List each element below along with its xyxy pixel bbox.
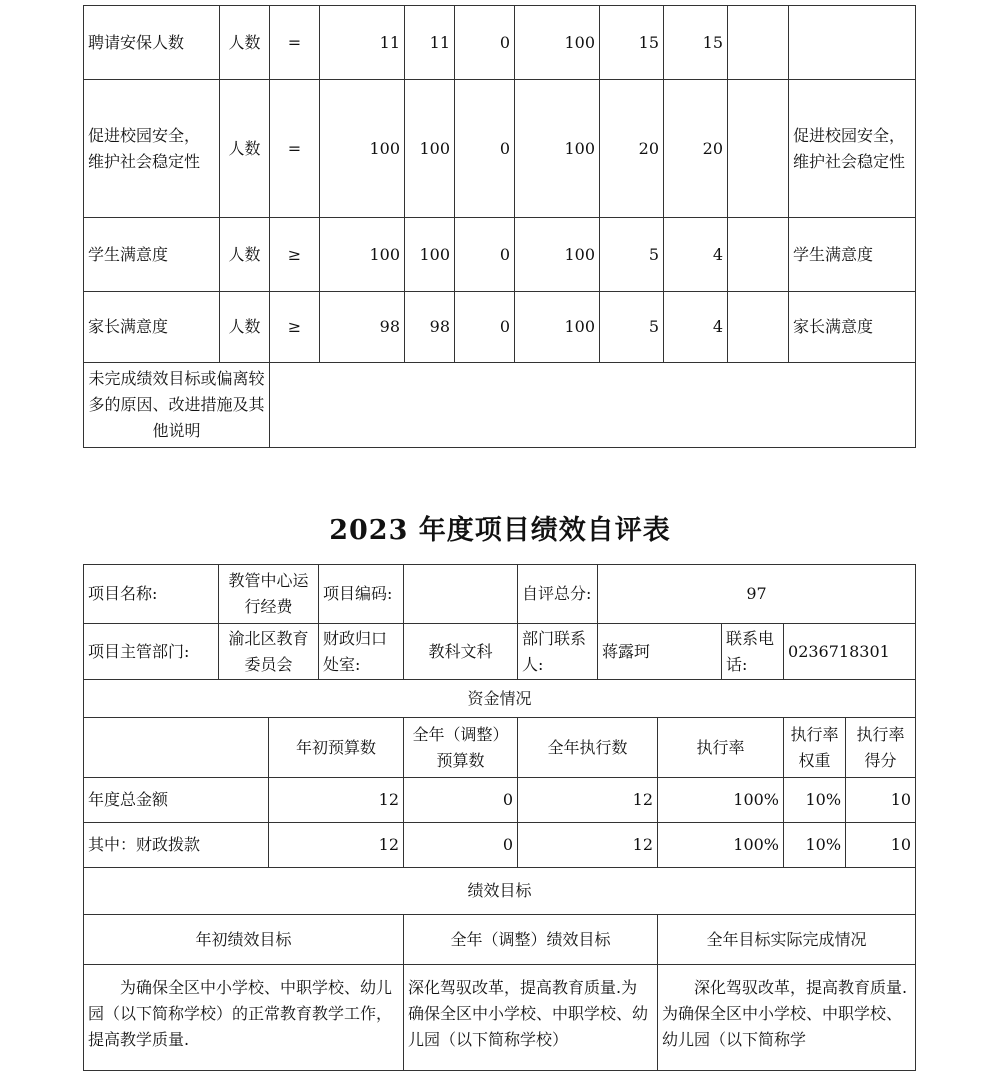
indicator-weight: 5 [600, 292, 664, 363]
indicator-extra [728, 218, 789, 292]
indicator-value: 0 [455, 80, 515, 218]
fund-col-header: 全年（调整）预算数 [404, 718, 518, 778]
indicator-score: 4 [664, 292, 728, 363]
fund-header-blank [84, 718, 269, 778]
project-name-label: 项目名称: [84, 565, 219, 624]
project-code-label: 项目编码: [319, 565, 404, 624]
indicator-operator: ≥ [270, 218, 320, 292]
indicator-note: 家长满意度 [789, 292, 916, 363]
indicator-note [789, 6, 916, 80]
indicator-weight: 15 [600, 6, 664, 80]
indicator-operator: ≥ [270, 292, 320, 363]
indicator-operator: = [270, 6, 320, 80]
indicator-extra [728, 80, 789, 218]
table-row [84, 565, 916, 624]
fund-value: 10% [784, 778, 846, 823]
table-row [84, 965, 916, 1071]
fund-col-header: 全年执行数 [518, 718, 658, 778]
goal-text-adjusted: 深化驾驭改革，提高教育质量.为确保全区中小学校、中职学校、幼儿园（以下简称学校） [404, 965, 658, 1071]
dept-label: 项目主管部门: [84, 624, 219, 680]
fund-col-header: 执行率 [658, 718, 784, 778]
table-row [84, 823, 916, 868]
fund-col-header: 年初预算数 [269, 718, 404, 778]
indicator-weight: 5 [600, 218, 664, 292]
performance-indicator-table [83, 5, 916, 448]
table-row [84, 218, 916, 292]
phone-value: 0236718301 [784, 624, 916, 680]
fund-value: 100% [658, 778, 784, 823]
fund-section-header: 资金情况 [84, 680, 916, 718]
indicator-unit: 人数 [220, 292, 270, 363]
indicator-unit: 人数 [220, 6, 270, 80]
project-name: 教管中心运行经费 [219, 565, 319, 624]
table-row [84, 718, 916, 778]
indicator-value: 98 [320, 292, 405, 363]
self-evaluation-table [83, 564, 916, 1071]
goal-text-actual: 深化驾驭改革，提高教育质量.为确保全区中小学校、中职学校、幼儿园（以下简称学 [658, 965, 916, 1071]
indicator-score: 4 [664, 218, 728, 292]
explain-label: 未完成绩效目标或偏离较多的原因、改进措施及其他说明 [84, 363, 270, 448]
indicator-value: 98 [405, 292, 455, 363]
indicator-value: 0 [455, 292, 515, 363]
indicator-value: 0 [455, 6, 515, 80]
indicator-note: 促进校园安全，维护社会稳定性 [789, 80, 916, 218]
fund-col-header: 执行率权重 [784, 718, 846, 778]
indicator-value: 100 [405, 80, 455, 218]
table-row [84, 915, 916, 965]
project-code [404, 565, 518, 624]
indicator-value: 100 [320, 218, 405, 292]
indicator-weight: 20 [600, 80, 664, 218]
indicator-extra [728, 6, 789, 80]
contact-label: 部门联系人: [518, 624, 598, 680]
indicator-name: 促进校园安全，维护社会稳定性 [84, 80, 220, 218]
office-value: 教科文科 [404, 624, 518, 680]
indicator-score: 20 [664, 80, 728, 218]
indicator-value: 11 [405, 6, 455, 80]
fund-row-label: 年度总金额 [84, 778, 269, 823]
indicator-unit: 人数 [220, 218, 270, 292]
fund-value: 12 [518, 823, 658, 868]
fund-value: 0 [404, 778, 518, 823]
fund-value: 100% [658, 823, 784, 868]
office-label: 财政归口处室: [319, 624, 404, 680]
table-row [84, 778, 916, 823]
table-row [84, 624, 916, 680]
score-label: 自评总分: [518, 565, 598, 624]
fund-value: 10 [846, 823, 916, 868]
goal-section-header: 绩效目标 [84, 868, 916, 915]
table-row [84, 363, 916, 448]
table-row [84, 868, 916, 915]
table-row [84, 292, 916, 363]
indicator-score: 15 [664, 6, 728, 80]
indicator-value: 100 [320, 80, 405, 218]
goal-col-header: 全年目标实际完成情况 [658, 915, 916, 965]
goal-col-header: 全年（调整）绩效目标 [404, 915, 658, 965]
fund-value: 12 [518, 778, 658, 823]
indicator-value: 100 [515, 80, 600, 218]
indicator-name: 学生满意度 [84, 218, 220, 292]
goal-text-initial: 为确保全区中小学校、中职学校、幼儿园（以下简称学校）的正常教育教学工作，提高教学质量. [84, 965, 404, 1071]
contact-value: 蒋露珂 [598, 624, 722, 680]
table-row [84, 6, 916, 80]
indicator-value: 100 [405, 218, 455, 292]
table-row [84, 680, 916, 718]
indicator-unit: 人数 [220, 80, 270, 218]
indicator-value: 100 [515, 292, 600, 363]
indicator-value: 11 [320, 6, 405, 80]
fund-row-label: 其中：财政拨款 [84, 823, 269, 868]
fund-value: 12 [269, 823, 404, 868]
indicator-operator: = [270, 80, 320, 218]
explain-value [270, 363, 916, 448]
fund-value: 10 [846, 778, 916, 823]
indicator-value: 100 [515, 218, 600, 292]
indicator-name: 聘请安保人数 [84, 6, 220, 80]
phone-label: 联系电话: [722, 624, 784, 680]
dept-value: 渝北区教育委员会 [219, 624, 319, 680]
total-score: 97 [598, 565, 916, 624]
table-row [84, 80, 916, 218]
indicator-note: 学生满意度 [789, 218, 916, 292]
goal-col-header: 年初绩效目标 [84, 915, 404, 965]
indicator-extra [728, 292, 789, 363]
fund-value: 0 [404, 823, 518, 868]
fund-col-header: 执行率得分 [846, 718, 916, 778]
indicator-name: 家长满意度 [84, 292, 220, 363]
fund-value: 12 [269, 778, 404, 823]
indicator-value: 0 [455, 218, 515, 292]
fund-value: 10% [784, 823, 846, 868]
page-title: 2023 年度项目绩效自评表 [329, 515, 671, 546]
indicator-value: 100 [515, 6, 600, 80]
